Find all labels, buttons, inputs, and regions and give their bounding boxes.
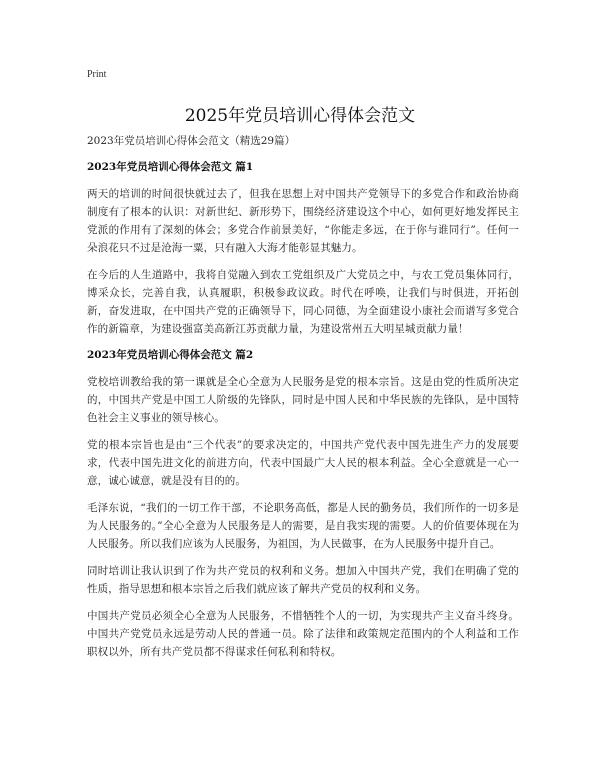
document-title: 2025年党员培训心得体会范文	[184, 106, 416, 126]
paragraph: 两天的培训的时间很快就过去了，但我在思想上对中国共产党领导下的多党合作和政治协商制度有了根本的认识：对新世纪、新形势下，围绕经济建设这个中心，如何更好地发挥民主党派的作用有了深刻的体会；多党合作前景美好，“你能走多远，在于你与谁同行”。任何一朵浪花只不过是沧海一粟，只有融入大海才能彰显其魅力。	[87, 188, 519, 254]
print-label[interactable]: Print	[87, 69, 107, 80]
paragraph: 党的根本宗旨也是由“三个代表”的要求决定的，中国共产党代表中国先进生产力的发展要求，代表中国先进文化的前进方向，代表中国最广大人民的根本利益。全心全意就是一心一意，诚心诚意，就是没有目的的。	[87, 439, 519, 487]
document-subtitle: 2023年党员培训心得体会范文（精选29篇）	[87, 135, 296, 147]
paragraph: 在今后的人生道路中，我将自觉融入到农工党组织及广大党员之中，与农工党员集体同行，博采众长，完善自我，认真履职，积极参政议政。时代在呼唤，让我们与时俱进，开拓创新，奋发进取，在中国共产党的正确领导下，同心同德，为全面建设小康社会而谱写多党合作的新篇章，为建设强富美高新江苏贡献力量，为建设常州五大明星城贡献力量！	[87, 269, 519, 335]
document-body	[87, 133, 519, 670]
paragraph: 中国共产党员必须全心全意为人民服务，不惜牺牲个人的一切，为实现共产主义奋斗终身。中国共产党党员永远是劳动人民的普通一员。除了法律和政策规定范围内的个人利益和工作职权以外，所有共产党员都不得谋求任何私利和特权。	[87, 610, 519, 658]
paragraph: 毛泽东说，“我们的一切工作干部，不论职务高低，都是人民的勤务员，我们所作的一切多是为人民服务的。”全心全意为人民服务是人的需要，是自我实现的需要。人的价值要体现在为人民服务。所以我们应该为人民服务，为祖国，为人民做事，在为人民服务中提升自己。	[87, 502, 519, 550]
section-1	[87, 159, 519, 338]
section-heading: 2023年党员培训心得体会范文 篇1	[87, 161, 254, 173]
section-heading: 2023年党员培训心得体会范文 篇2	[87, 349, 254, 361]
paragraph: 党校培训教给我的第一课就是全心全意为人民服务是党的根本宗旨。这是由党的性质所决定的，中国共产党是中国工人阶级的先锋队，同时是中国人民和中华民族的先锋队，是中国特色社会主义事业的领导核心。	[87, 376, 519, 424]
section-2	[87, 347, 519, 661]
paragraph: 同时培训让我认识到了作为共产党员的权利和义务。想加入中国共产党，我们在明确了党的性质，指导思想和根本宗旨之后我们就应该了解共产党员的权利和义务。	[87, 565, 519, 595]
